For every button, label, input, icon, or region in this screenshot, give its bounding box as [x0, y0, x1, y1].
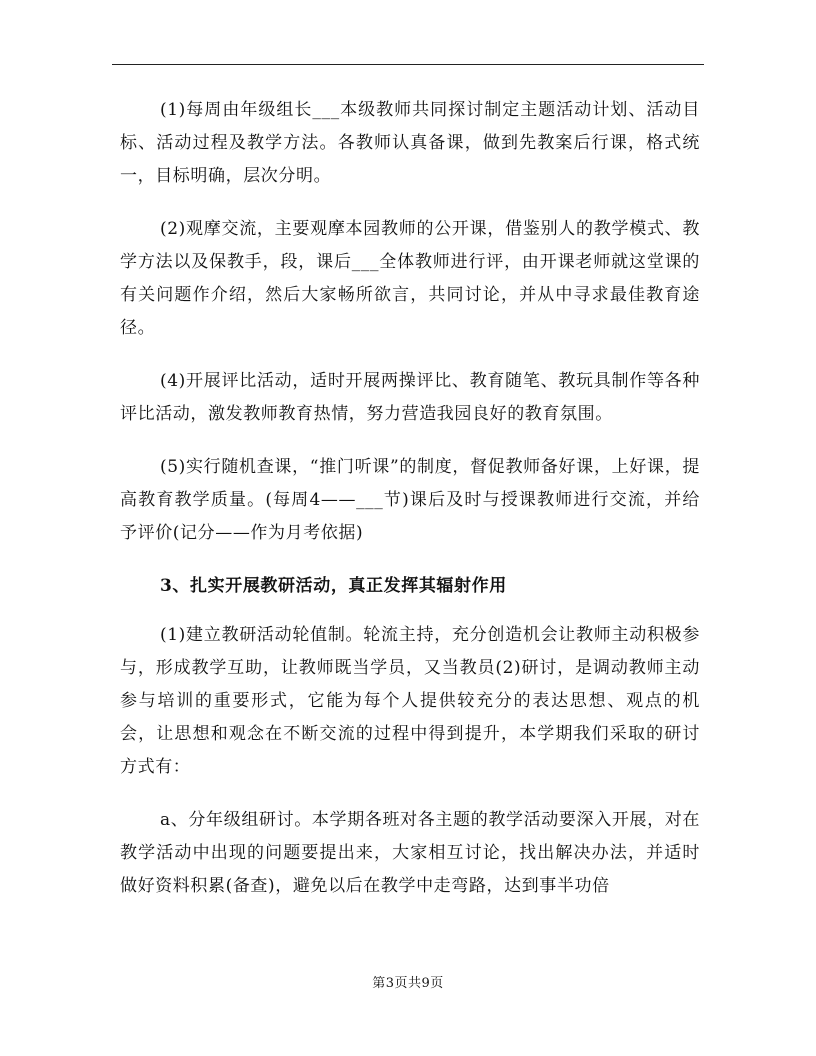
header-rule	[112, 64, 704, 65]
section-heading: 3、扎实开展教研活动，真正发挥其辐射作用	[160, 576, 507, 596]
paragraph-weekly-planning: (1)每周由年级组长___本级教师共同探讨制定主题活动计划、活动目标、活动过程及教学方法。各教师认真备课，做到先教案后行课，格式统一，目标明确，层次分明。	[120, 100, 700, 186]
paragraph-grade-group-research: a、分年级组研讨。本学期各班对各主题的教学活动要深入开展，对在教学活动中出现的问题要提出来，大家相互讨论，找出解决办法，并适时做好资料积累(备查)，避免以后在教学中走弯路，达到事半功倍	[120, 810, 700, 896]
paragraph-rotation-system: (1)建立教研活动轮值制。轮流主持，充分创造机会让教师主动积极参与，形成教学互助，让教师既当学员，又当教员(2)研讨，是调动教师主动参与培训的重要形式，它能为每个人提供较充分的表达思想、观点的机会，让思想和观念在不断交流的过程中得到提升，本学期我们采取的研讨方式有：	[120, 625, 700, 777]
document-body	[120, 94, 700, 923]
paragraph-observation-exchange: (2)观摩交流，主要观摩本园教师的公开课，借鉴别人的教学模式、教学方法以及保教手，段，课后___全体教师进行评，由开课老师就这堂课的有关问题作介绍，然后大家畅所欲言，共同讨论，并从中寻求最佳教育途径。	[120, 219, 700, 338]
paragraph-evaluation-activities: (4)开展评比活动，适时开展两操评比、教育随笔、教玩具制作等各种评比活动，激发教师教育热情，努力营造我园良好的教育氛围。	[120, 371, 700, 424]
page-number: 第3页共9页	[372, 976, 444, 991]
paragraph-random-inspection: (5)实行随机查课，“推门听课”的制度，督促教师备好课，上好课，提高教育教学质量。(每周4——___节)课后及时与授课教师进行交流，并给予评价(记分——作为月考依据)	[120, 457, 700, 543]
